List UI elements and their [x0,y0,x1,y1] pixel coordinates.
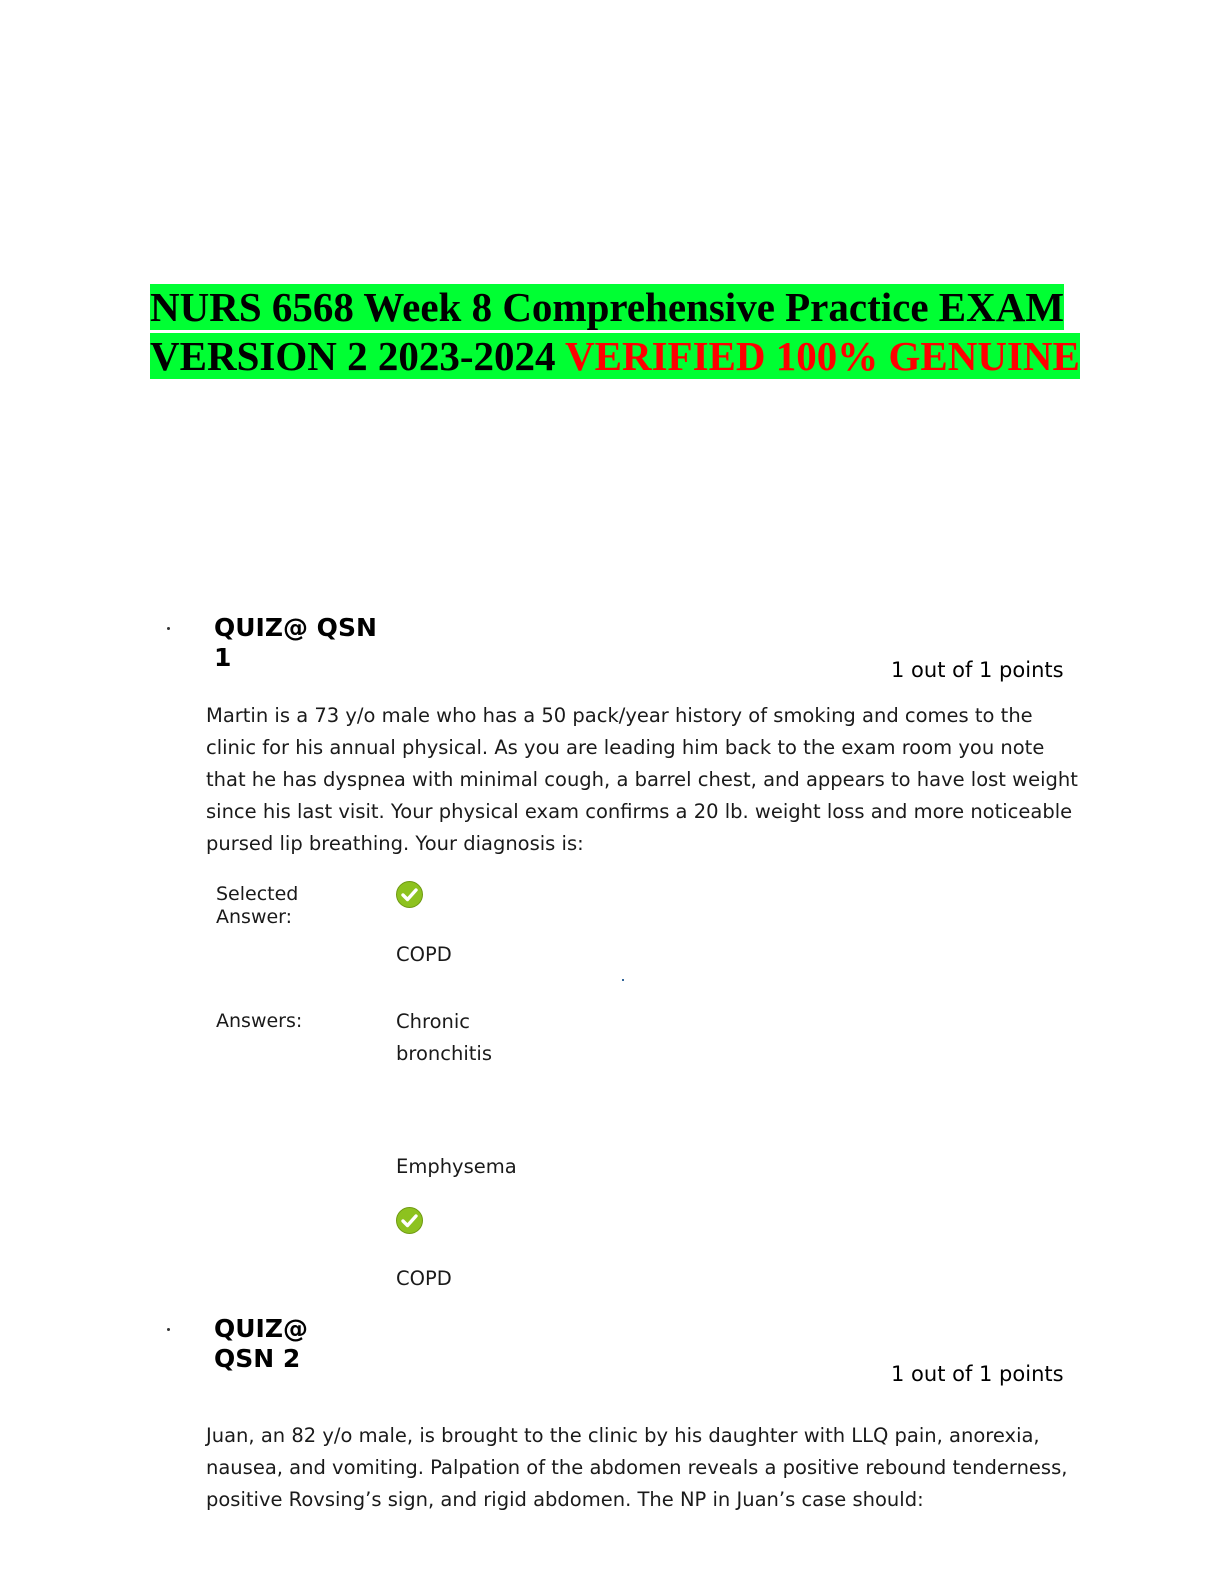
question-2-text: Juan, an 82 y/o male, is brought to the clinic by his daughter with LLQ pain, anorexia, nausea, and vomiting. Palpation of the abdomen reveals a positive rebound tenderness, positive Rovsing’s sign, and rigid abdomen. The NP in Juan’s case should: [206,1424,1068,1511]
question-1-points: 1 out of 1 points [891,658,1064,682]
decorative-dot [622,979,624,981]
title-highlight: VERIFIED 100% GENUINE [565,333,1080,379]
check-icon [396,1207,423,1234]
question-1-label-line1: QUIZ@ QSN [214,613,377,642]
check-icon [396,881,423,908]
question-1-label [214,613,377,673]
question-2-label [214,1314,308,1374]
question-2-label-line1: QUIZ@ [214,1314,308,1343]
question-1-label-line2: 1 [214,643,232,672]
bullet-q2 [167,1328,170,1331]
answers-label: Answers: [216,1010,303,1032]
answer-option-2: Emphysema [396,1155,517,1178]
selected-answer-label: Selected Answer: [216,883,299,928]
bullet-q1 [167,627,170,630]
question-1-text: Martin is a 73 y/o male who has a 50 pack/year history of smoking and comes to the clinic for his annual physical. As you are leading him back to the exam room you note that he has dyspnea with minimal cough, a barrel chest, and appears to have lost weight since his last visit. Your physical exam confirms a 20 lb. weight loss and more noticeable pursed lip breathing. Your diagnosis is: [206,704,1078,855]
question-2-points: 1 out of 1 points [891,1362,1064,1386]
answer-option-3: COPD [396,1267,452,1290]
title-main: NURS 6568 Week 8 Comprehensive Practice EXAM VERSION 2 2023-2024 [150,284,1065,379]
document-title [150,283,1090,381]
answer-option-1: Chronic bronchitis [396,1010,492,1065]
selected-answer-value: COPD [396,943,452,966]
question-2-label-line2: QSN 2 [214,1344,301,1373]
